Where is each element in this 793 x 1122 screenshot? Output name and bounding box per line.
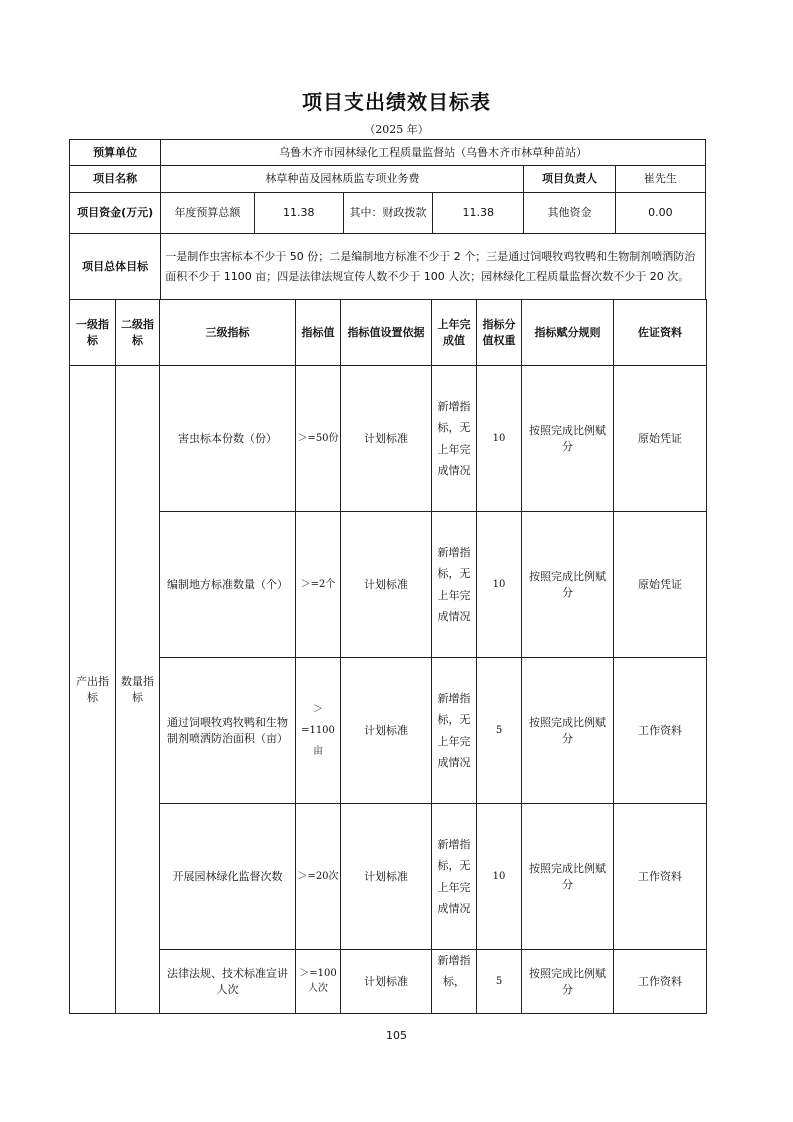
fiscal-value: 11.38 (433, 193, 524, 234)
rule-cell: 按照完成比例赋分 (522, 804, 614, 950)
col-basis: 指标值设置依据 (341, 300, 432, 366)
evidence-cell: 工作资料 (614, 950, 707, 1014)
table-row (70, 950, 707, 1014)
level3-cell: 法律法规、技术标准宣讲人次 (160, 950, 296, 1014)
goal-text: 一是制作虫害标本不少于 50 份；二是编制地方标准不少于 2 个；三是通过饲喂牧鸡牧鸭和生物制剂喷洒防治面积不少于 1100 亩；四是法律法规宣传人数不少于 100 人次；园林绿化工程质量监督次数不少于 20 次。 (161, 234, 706, 300)
table-row (70, 658, 707, 804)
budget-unit-label: 预算单位 (70, 140, 161, 166)
col-value: 指标值 (296, 300, 341, 366)
target-value-cell: ＞=2个 (296, 512, 341, 658)
prev-year-cell: 新增指标，无上年完成情况 (432, 366, 477, 512)
col-level3: 三级指标 (160, 300, 296, 366)
level1-cell: 产出指标 (70, 366, 116, 1014)
target-value-cell: ＞=1100亩 (296, 658, 341, 804)
header-table (69, 139, 706, 300)
col-weight: 指标分值权重 (477, 300, 522, 366)
weight-cell: 5 (477, 950, 522, 1014)
prev-year-cell: 新增指标，无上年完成情况 (432, 658, 477, 804)
page-number: 105 (386, 1029, 407, 1042)
col-rule: 指标赋分规则 (522, 300, 614, 366)
project-name-label: 项目名称 (70, 166, 161, 193)
basis-cell: 计划标准 (341, 950, 432, 1014)
level3-cell: 通过饲喂牧鸡牧鸭和生物制剂喷洒防治面积（亩） (160, 658, 296, 804)
level3-cell: 编制地方标准数量（个） (160, 512, 296, 658)
rule-cell: 按照完成比例赋分 (522, 950, 614, 1014)
weight-cell: 5 (477, 658, 522, 804)
basis-cell: 计划标准 (341, 512, 432, 658)
evidence-cell: 原始凭证 (614, 512, 707, 658)
year-label: （2025 年） (364, 123, 429, 136)
target-value-cell: ＞=100人次 (296, 950, 341, 1014)
col-prev: 上年完成值 (432, 300, 477, 366)
evidence-cell: 工作资料 (614, 658, 707, 804)
rule-cell: 按照完成比例赋分 (522, 658, 614, 804)
page-title: 项目支出绩效目标表 (302, 90, 491, 114)
goal-label: 项目总体目标 (70, 234, 161, 300)
rule-cell: 按照完成比例赋分 (522, 366, 614, 512)
project-leader-value: 崔先生 (615, 166, 705, 193)
basis-cell: 计划标准 (341, 366, 432, 512)
level3-cell: 开展园林绿化监督次数 (160, 804, 296, 950)
indicator-table (69, 299, 707, 1014)
col-evidence: 佐证资料 (614, 300, 707, 366)
evidence-cell: 原始凭证 (614, 366, 707, 512)
annual-budget-label: 年度预算总额 (161, 193, 254, 234)
basis-cell: 计划标准 (341, 804, 432, 950)
prev-year-cell: 新增指标，无上年完成情况 (432, 512, 477, 658)
table-row (70, 512, 707, 658)
rule-cell: 按照完成比例赋分 (522, 512, 614, 658)
table-row (70, 804, 707, 950)
other-funds-value: 0.00 (615, 193, 705, 234)
fiscal-label: 其中：财政拨款 (343, 193, 432, 234)
target-value-cell: ＞=20次 (296, 804, 341, 950)
weight-cell: 10 (477, 804, 522, 950)
funds-label: 项目资金(万元) (70, 193, 161, 234)
level3-cell: 害虫标本份数（份） (160, 366, 296, 512)
table-row (70, 366, 707, 512)
budget-unit-value: 乌鲁木齐市园林绿化工程质量监督站（乌鲁木齐市林草种苗站） (161, 140, 706, 166)
weight-cell: 10 (477, 366, 522, 512)
prev-year-cell: 新增指标， (432, 950, 477, 1014)
target-value-cell: ＞=50份 (296, 366, 341, 512)
col-level1: 一级指标 (70, 300, 116, 366)
basis-cell: 计划标准 (341, 658, 432, 804)
project-name-value: 林草种苗及园林质监专项业务费 (161, 166, 524, 193)
level2-cell: 数量指标 (116, 366, 160, 1014)
weight-cell: 10 (477, 512, 522, 658)
prev-year-cell: 新增指标，无上年完成情况 (432, 804, 477, 950)
other-funds-label: 其他资金 (524, 193, 615, 234)
evidence-cell: 工作资料 (614, 804, 707, 950)
annual-budget-value: 11.38 (254, 193, 343, 234)
project-leader-label: 项目负责人 (524, 166, 615, 193)
col-level2: 二级指标 (116, 300, 160, 366)
